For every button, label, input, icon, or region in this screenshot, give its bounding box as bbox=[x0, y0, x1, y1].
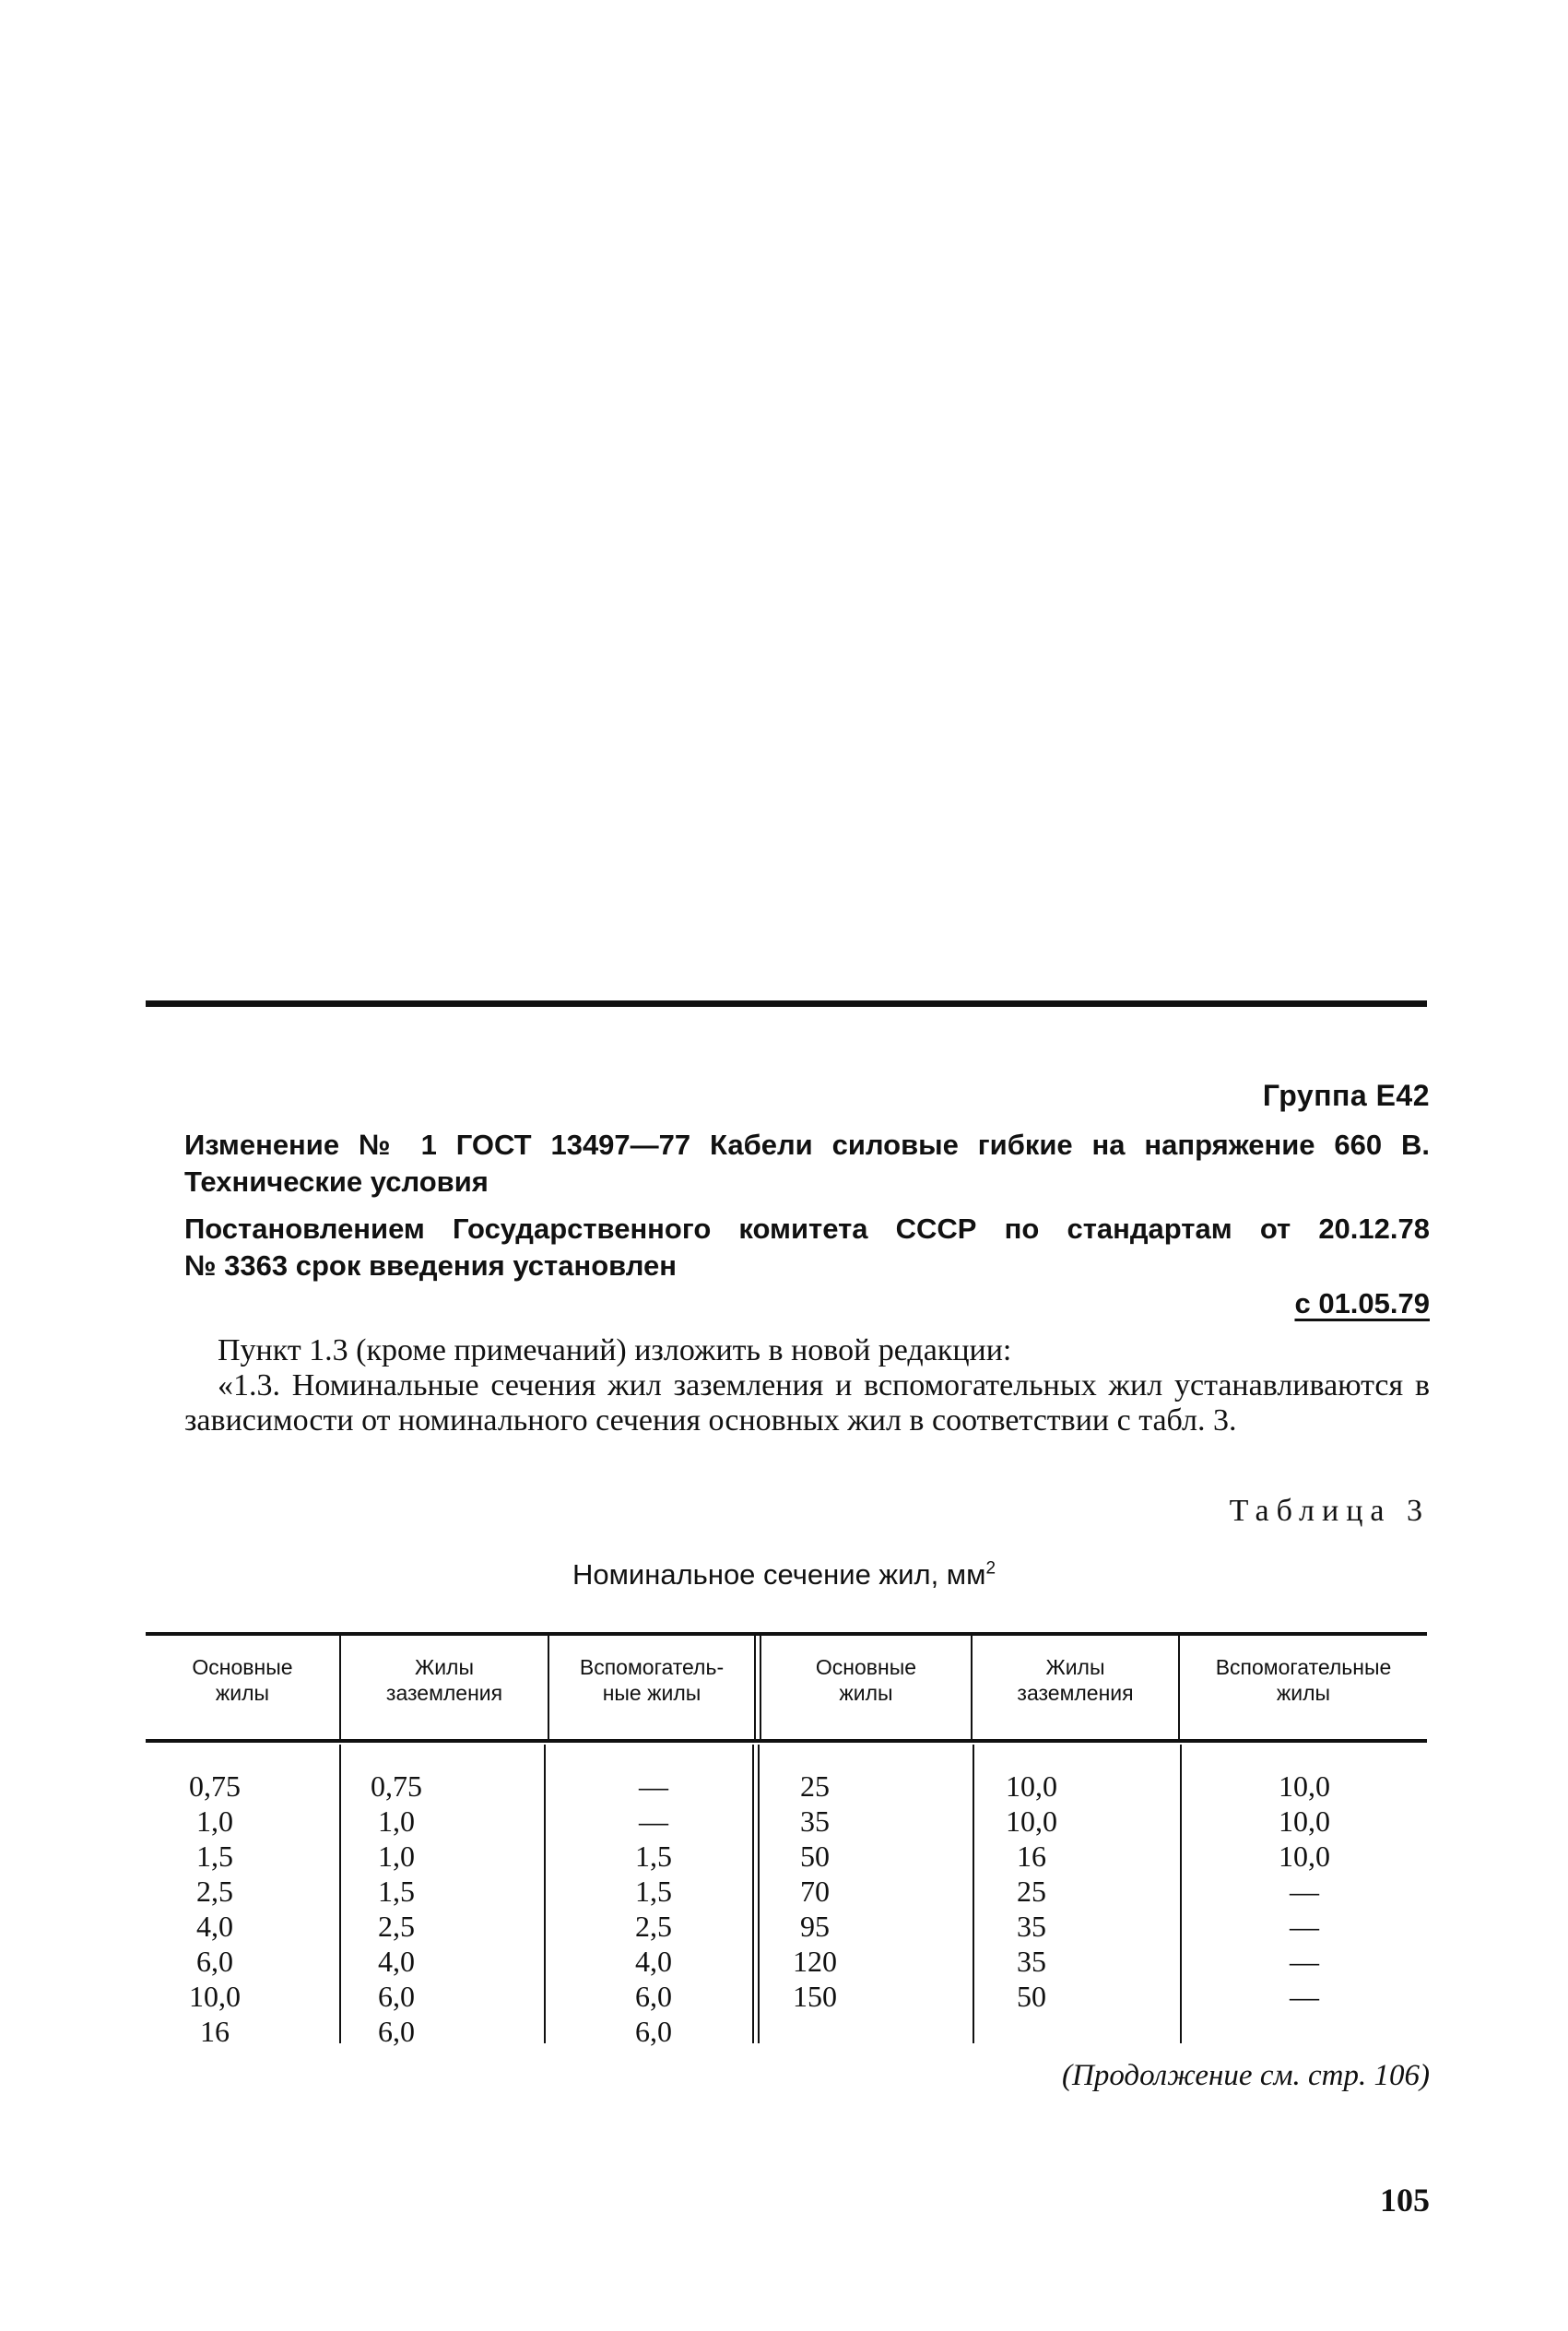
table-cell: 25 bbox=[1017, 1875, 1046, 1908]
amendment-title-line2: Технические условия bbox=[184, 1166, 489, 1198]
intro-paragraph: Пункт 1.3 (кроме примечаний) изложить в новой редакции: bbox=[218, 1333, 1012, 1367]
column-ground-cores-2 bbox=[974, 1769, 1089, 2014]
header-aux-cores-2-line2: жилы bbox=[1276, 1681, 1331, 1705]
table-cell: 1,5 bbox=[635, 1875, 672, 1908]
decree-line2: № 3363 срок введения установлен bbox=[184, 1249, 678, 1282]
table-cell: 25 bbox=[800, 1769, 830, 1803]
table-cell: — bbox=[1290, 1875, 1319, 1908]
table-cell: 10,0 bbox=[189, 1980, 241, 2013]
header-aux-cores-1-line2: ные жилы bbox=[602, 1681, 701, 1705]
continuation-note: (Продолжение см. стр. 106) bbox=[1062, 2059, 1430, 2092]
table-cell: 95 bbox=[800, 1910, 830, 1943]
table-cell: 0,75 bbox=[189, 1769, 241, 1803]
table-cell: 16 bbox=[200, 2015, 230, 2048]
table-cell: 150 bbox=[793, 1980, 837, 2013]
table-cell: 4,0 bbox=[196, 1910, 233, 1943]
top-rule bbox=[146, 1000, 1427, 1007]
header-ground-cores-2-line2: заземления bbox=[1017, 1681, 1134, 1705]
table-cell: 10,0 bbox=[1279, 1804, 1330, 1838]
clause-paragraph: «1.3. Номинальные сечения жил заземления и вспомогательных жил устанавливаются в зависимости от номинального сечения основных жил в соответствии с табл. 3. bbox=[184, 1368, 1430, 1438]
effective-date: с 01.05.79 bbox=[1294, 1287, 1430, 1319]
table-cell: — bbox=[1290, 1910, 1319, 1943]
table-vline-2-body bbox=[544, 1745, 546, 2043]
table-cell: 4,0 bbox=[635, 1945, 672, 1978]
column-main-cores-1 bbox=[146, 1769, 284, 2049]
header-main-cores-2-line2: жилы bbox=[839, 1681, 893, 1705]
table-top-rule bbox=[146, 1632, 1427, 1636]
table-cell: — bbox=[1290, 1980, 1319, 2013]
header-main-cores-2-line1: Основные bbox=[815, 1655, 917, 1679]
body-text bbox=[184, 1333, 1430, 1438]
table-cell: 4,0 bbox=[378, 1945, 415, 1978]
table-cell: 10,0 bbox=[1279, 1769, 1330, 1803]
table-cell: 50 bbox=[1017, 1980, 1046, 2013]
table-cell: 35 bbox=[800, 1804, 830, 1838]
table-cell: 6,0 bbox=[196, 1945, 233, 1978]
table-cell: 0,75 bbox=[371, 1769, 422, 1803]
header-ground-cores-1-line2: заземления bbox=[385, 1681, 503, 1705]
table-cell: — bbox=[1290, 1945, 1319, 1978]
table-cell: — bbox=[639, 1804, 668, 1838]
table-cell: 2,5 bbox=[378, 1910, 415, 1943]
table-cell: 16 bbox=[1017, 1840, 1046, 1873]
header-main-cores-1-line2: жилы bbox=[215, 1681, 270, 1705]
table-cell: 1,0 bbox=[378, 1804, 415, 1838]
table-cell: 1,5 bbox=[378, 1875, 415, 1908]
column-aux-cores-2 bbox=[1182, 1769, 1427, 2014]
header-aux-cores-2-line1: Вспомогательные bbox=[1215, 1655, 1392, 1679]
table-cell: 35 bbox=[1017, 1945, 1046, 1978]
table-caption bbox=[0, 1558, 1568, 1591]
header-aux-cores-1-line1: Вспомогатель- bbox=[579, 1655, 725, 1679]
table-cell: 35 bbox=[1017, 1910, 1046, 1943]
table-header-rule bbox=[146, 1739, 1427, 1743]
column-main-cores-2 bbox=[760, 1769, 870, 2014]
amendment-title-line1: Изменение № 1 ГОСТ 13497—77 Кабели силовые гибкие на напряжение 660 В. bbox=[184, 1129, 1430, 1161]
header-ground-cores-1-line1: Жилы bbox=[414, 1655, 475, 1679]
header-main-cores-1 bbox=[146, 1654, 339, 1706]
cross-section-table bbox=[146, 1632, 1427, 2047]
header-ground-cores-1 bbox=[341, 1654, 548, 1706]
amendment-title bbox=[184, 1127, 1430, 1201]
table-vline-3a-header bbox=[754, 1636, 756, 1739]
table-cell: 70 bbox=[800, 1875, 830, 1908]
table-cell: — bbox=[639, 1769, 668, 1803]
table-cell: 6,0 bbox=[635, 2015, 672, 2048]
table-cell: 1,0 bbox=[196, 1804, 233, 1838]
table-cell: 1,0 bbox=[378, 1840, 415, 1873]
table-cell: 10,0 bbox=[1006, 1804, 1057, 1838]
table-cell: 1,5 bbox=[635, 1840, 672, 1873]
header-main-cores-2 bbox=[761, 1654, 971, 1706]
page-number: 105 bbox=[1380, 2182, 1430, 2219]
table-cell: 10,0 bbox=[1279, 1840, 1330, 1873]
table-caption-text: Номинальное сечение жил, мм bbox=[572, 1558, 986, 1591]
table-cell: 2,5 bbox=[635, 1910, 672, 1943]
header-ground-cores-2 bbox=[973, 1654, 1178, 1706]
table-cell: 50 bbox=[800, 1840, 830, 1873]
table-cell: 6,0 bbox=[378, 2015, 415, 2048]
header-aux-cores-2 bbox=[1180, 1654, 1427, 1706]
table-cell: 6,0 bbox=[635, 1980, 672, 2013]
header-main-cores-1-line1: Основные bbox=[192, 1655, 293, 1679]
decree-statement bbox=[184, 1211, 1430, 1284]
table-cell: 1,5 bbox=[196, 1840, 233, 1873]
table-cell: 6,0 bbox=[378, 1980, 415, 2013]
table-cell: 2,5 bbox=[196, 1875, 233, 1908]
table-caption-superscript: 2 bbox=[985, 1558, 996, 1579]
header-aux-cores-1 bbox=[549, 1654, 754, 1706]
group-label: Группа Е42 bbox=[1262, 1079, 1430, 1112]
header-ground-cores-2-line1: Жилы bbox=[1045, 1655, 1105, 1679]
table-cell: 10,0 bbox=[1006, 1769, 1057, 1803]
column-aux-cores-1 bbox=[549, 1769, 758, 2049]
decree-line1: Постановлением Государственного комитета СССР по стандартам от 20.12.78 bbox=[184, 1213, 1430, 1245]
table-number: Таблица 3 bbox=[1229, 1494, 1430, 1528]
column-ground-cores-1 bbox=[341, 1769, 452, 2049]
table-cell: 120 bbox=[793, 1945, 837, 1978]
